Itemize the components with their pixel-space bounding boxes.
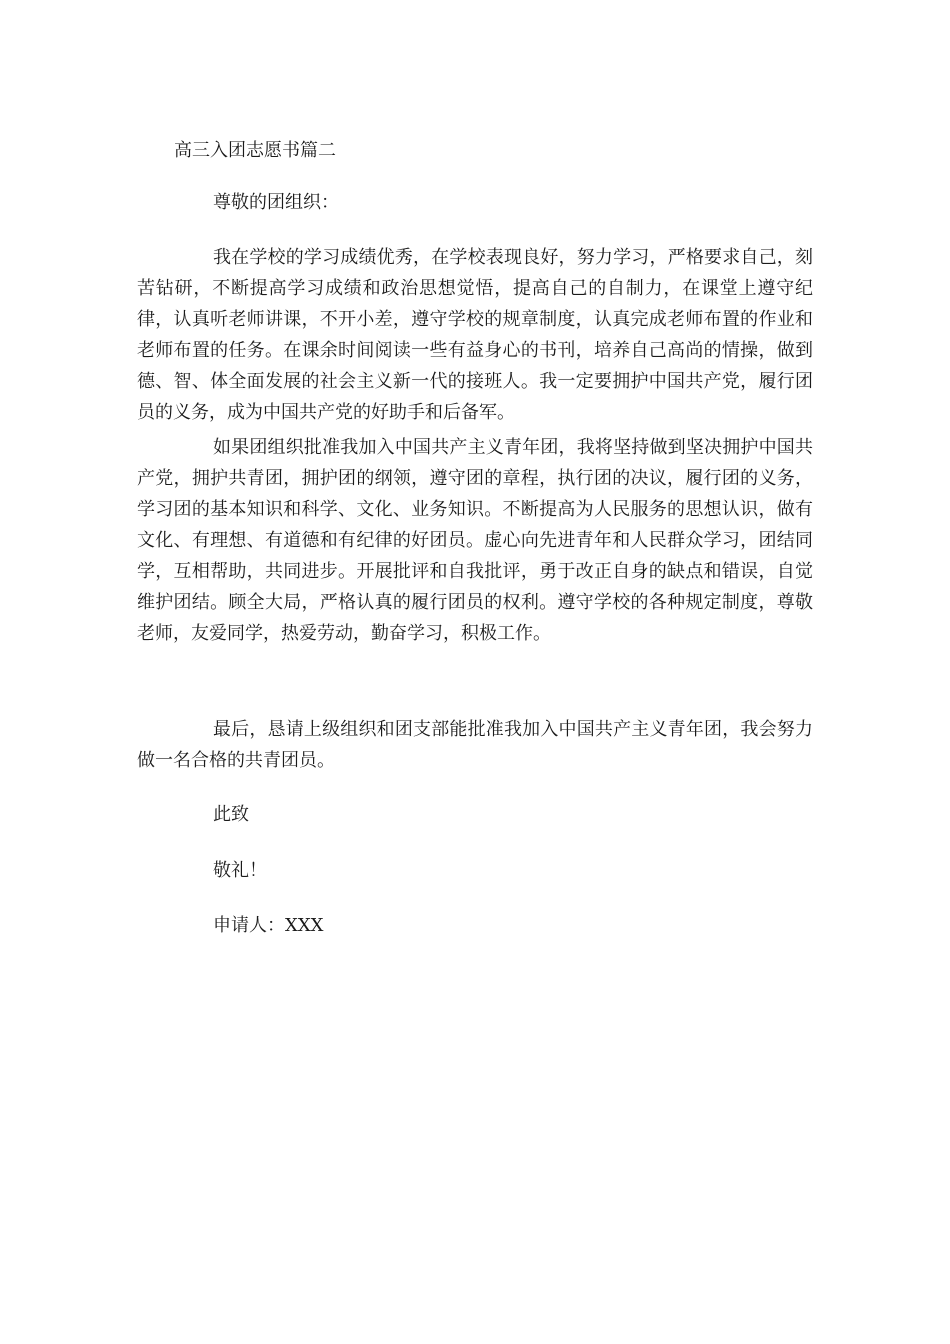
body-paragraph-2: 如果团组织批准我加入中国共产主义青年团，我将坚持做到坚决拥护中国共产党，拥护共青团，拥护团的纲领，遵守团的章程，执行团的决议，履行团的义务，学习团的基本知识和科学、文化、业务知识。不断提高为人民服务的思想认识，做有文化、有理想、有道德和有纪律的好团员。虚心向先进青年和人民群众学习，团结同学，互相帮助，共同进步。开展批评和自我批评，勇于改正自身的缺点和错误，自觉维护团结。顾全大局，严格认真的履行团员的权利。遵守学校的各种规定制度，尊敬老师，友爱同学，热爱劳动，勤奋学习，积极工作。: [137, 437, 813, 644]
body-paragraph-3: 最后，恳请上级组织和团支部能批准我加入中国共产主义青年团，我会努力做一名合格的共青团员。: [137, 719, 813, 771]
applicant-signature: 申请人：XXX: [213, 915, 324, 936]
closing-line-1: 此致: [213, 804, 249, 825]
closing-line-2: 敬礼！: [213, 860, 267, 881]
salutation: 尊敬的团组织：: [213, 192, 339, 213]
document-title: 高三入团志愿书篇二: [174, 140, 336, 161]
body-paragraph-1: 我在学校的学习成绩优秀，在学校表现良好，努力学习，严格要求自己，刻苦钻研，不断提高学习成绩和政治思想觉悟，提高自己的自制力，在课堂上遵守纪律，认真听老师讲课，不开小差，遵守学校的规章制度，认真完成老师布置的作业和老师布置的任务。在课余时间阅读一些有益身心的书刊，培养自己高尚的情操，做到德、智、体全面发展的社会主义新一代的接班人。我一定要拥护中国共产党，履行团员的义务，成为中国共产党的好助手和后备军。: [137, 247, 813, 423]
